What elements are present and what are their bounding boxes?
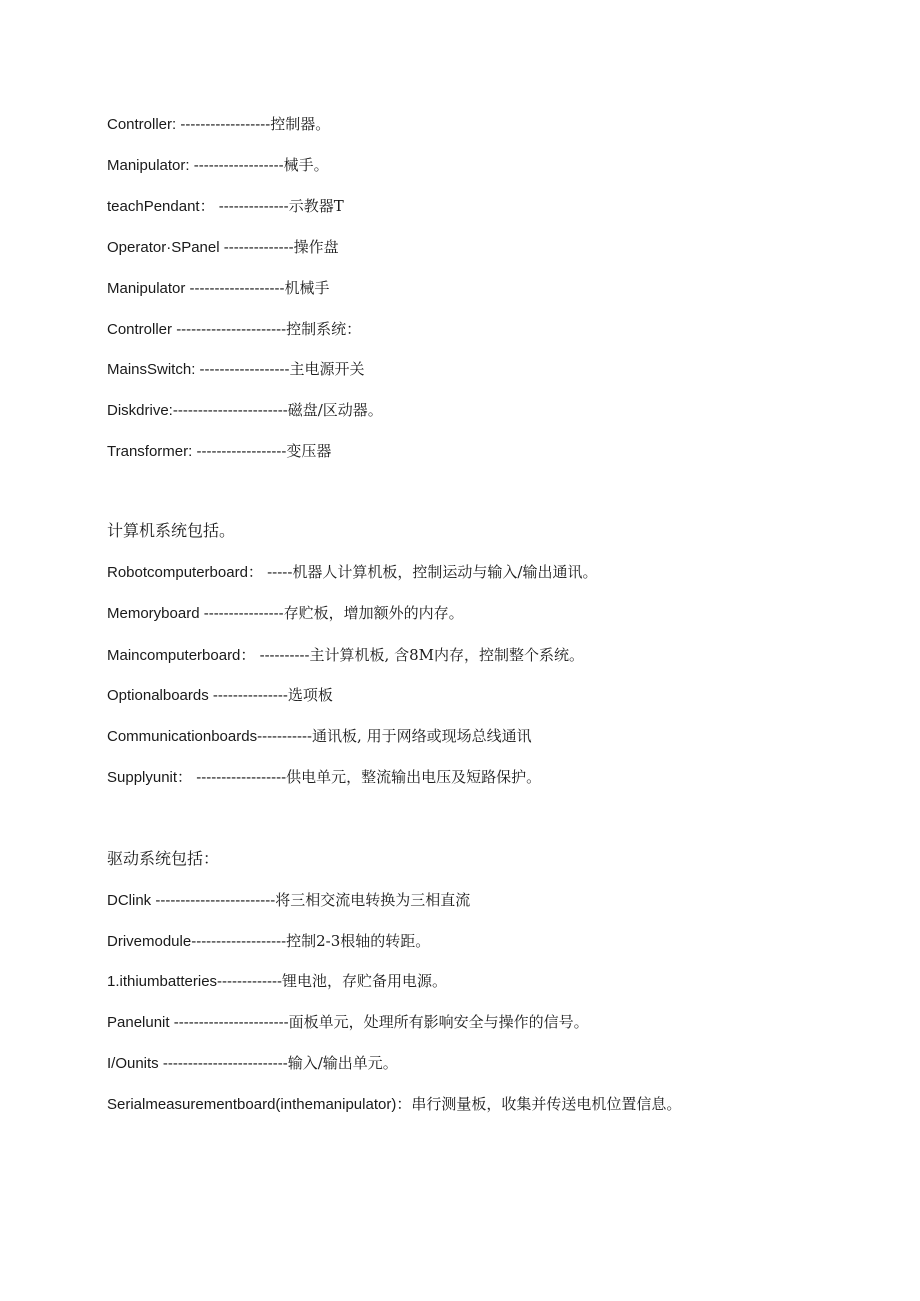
term: Drivemodule------------------- xyxy=(107,933,287,950)
term-line-main-computer-board xyxy=(107,645,584,666)
definition: 机械手 xyxy=(284,279,330,297)
term: Manipulator ------------------- xyxy=(107,280,285,297)
term-line-transformer xyxy=(107,441,331,462)
term: Robotcomputerboard： xyxy=(107,564,268,581)
definition: 示教器T xyxy=(288,197,344,215)
term: Transformer: ------------------ xyxy=(107,443,287,460)
term: I/Ounits ------------------------- xyxy=(107,1055,288,1072)
definition: 输入/输出单元。 xyxy=(287,1054,398,1072)
term-line-communication-boards xyxy=(107,726,532,747)
definition: 面板单元，处理所有影响安全与操作的信号。 xyxy=(288,1013,589,1031)
term-line-io-units xyxy=(107,1053,398,1074)
definition: 锂电池，存贮备用电源。 xyxy=(282,972,448,990)
term: Manipulator: ------------------ xyxy=(107,157,284,174)
term: Communicationboards----------- xyxy=(107,728,313,745)
term: Supplyunit： ------------------ xyxy=(107,769,287,786)
definition: 磁盘/区动器。 xyxy=(287,401,383,419)
term: DClink ------------------------ xyxy=(107,892,276,909)
term-line-serial-measurement-board xyxy=(107,1094,681,1115)
definition: 选项板 xyxy=(287,686,333,704)
definition: 控制系统： xyxy=(286,320,362,338)
definition: 主计算机板, 含8M内存，控制整个系统。 xyxy=(309,646,584,664)
term-line-manipulator-2 xyxy=(107,278,329,299)
term: Optionalboards --------------- xyxy=(107,687,288,704)
term-line-manipulator xyxy=(107,155,329,176)
definition: 操作盘 xyxy=(293,238,339,256)
definition: 控制器。 xyxy=(270,115,331,133)
definition: 供电单元，整流输出电压及短路保护。 xyxy=(286,768,542,786)
term: Serialmeasurementboard(inthemanipulator)： xyxy=(107,1096,412,1113)
term: Maincomputerboard： ---------- xyxy=(107,647,310,664)
definition: 存贮板，增加额外的内存。 xyxy=(283,604,464,622)
section-heading-drive-system: 驱动系统包括： xyxy=(107,849,220,868)
term-line-operator-panel xyxy=(107,237,339,258)
term: Operator·SPanel -------------- xyxy=(107,239,294,256)
term: Memoryboard ---------------- xyxy=(107,605,284,622)
term-line-robot-computer-board xyxy=(107,562,598,583)
term: Controller ---------------------- xyxy=(107,321,287,338)
definition: 控制2-3根轴的转距。 xyxy=(286,932,431,950)
term-line-lithium-batteries xyxy=(107,971,447,992)
term-line-memory-board xyxy=(107,603,464,624)
term: teachPendant： -------------- xyxy=(107,198,289,215)
term: Diskdrive:----------------------- xyxy=(107,402,288,419)
term: Controller: ------------------ xyxy=(107,116,271,133)
section-heading-computer-system: 计算机系统包括。 xyxy=(107,521,236,540)
term-line-mains-switch xyxy=(107,359,364,380)
term-line-controller-2 xyxy=(107,319,361,340)
definition: 械手。 xyxy=(283,156,329,174)
definition: -----机器人计算机板，控制运动与输入/输出通讯。 xyxy=(267,563,598,581)
term: MainsSwitch: ------------------ xyxy=(107,361,290,378)
term-line-drive-module xyxy=(107,931,430,952)
term-line-supply-unit xyxy=(107,767,541,788)
definition: 串行测量板，收集并传送电机位置信息。 xyxy=(411,1095,682,1113)
term-line-panel-unit xyxy=(107,1012,589,1033)
term-line-controller xyxy=(107,114,330,135)
term-line-dc-link xyxy=(107,890,470,911)
definition: 通讯板, 用于网络或现场总线通讯 xyxy=(312,727,532,745)
definition: 将三相交流电转换为三相直流 xyxy=(275,891,471,909)
term-line-optional-boards xyxy=(107,685,333,706)
term: Panelunit ----------------------- xyxy=(107,1014,289,1031)
term-line-disk-drive xyxy=(107,400,383,421)
term: 1.ithiumbatteries------------- xyxy=(107,973,282,990)
definition: 主电源开关 xyxy=(289,360,365,378)
definition: 变压器 xyxy=(286,442,332,460)
term-line-teach-pendant xyxy=(107,196,344,217)
